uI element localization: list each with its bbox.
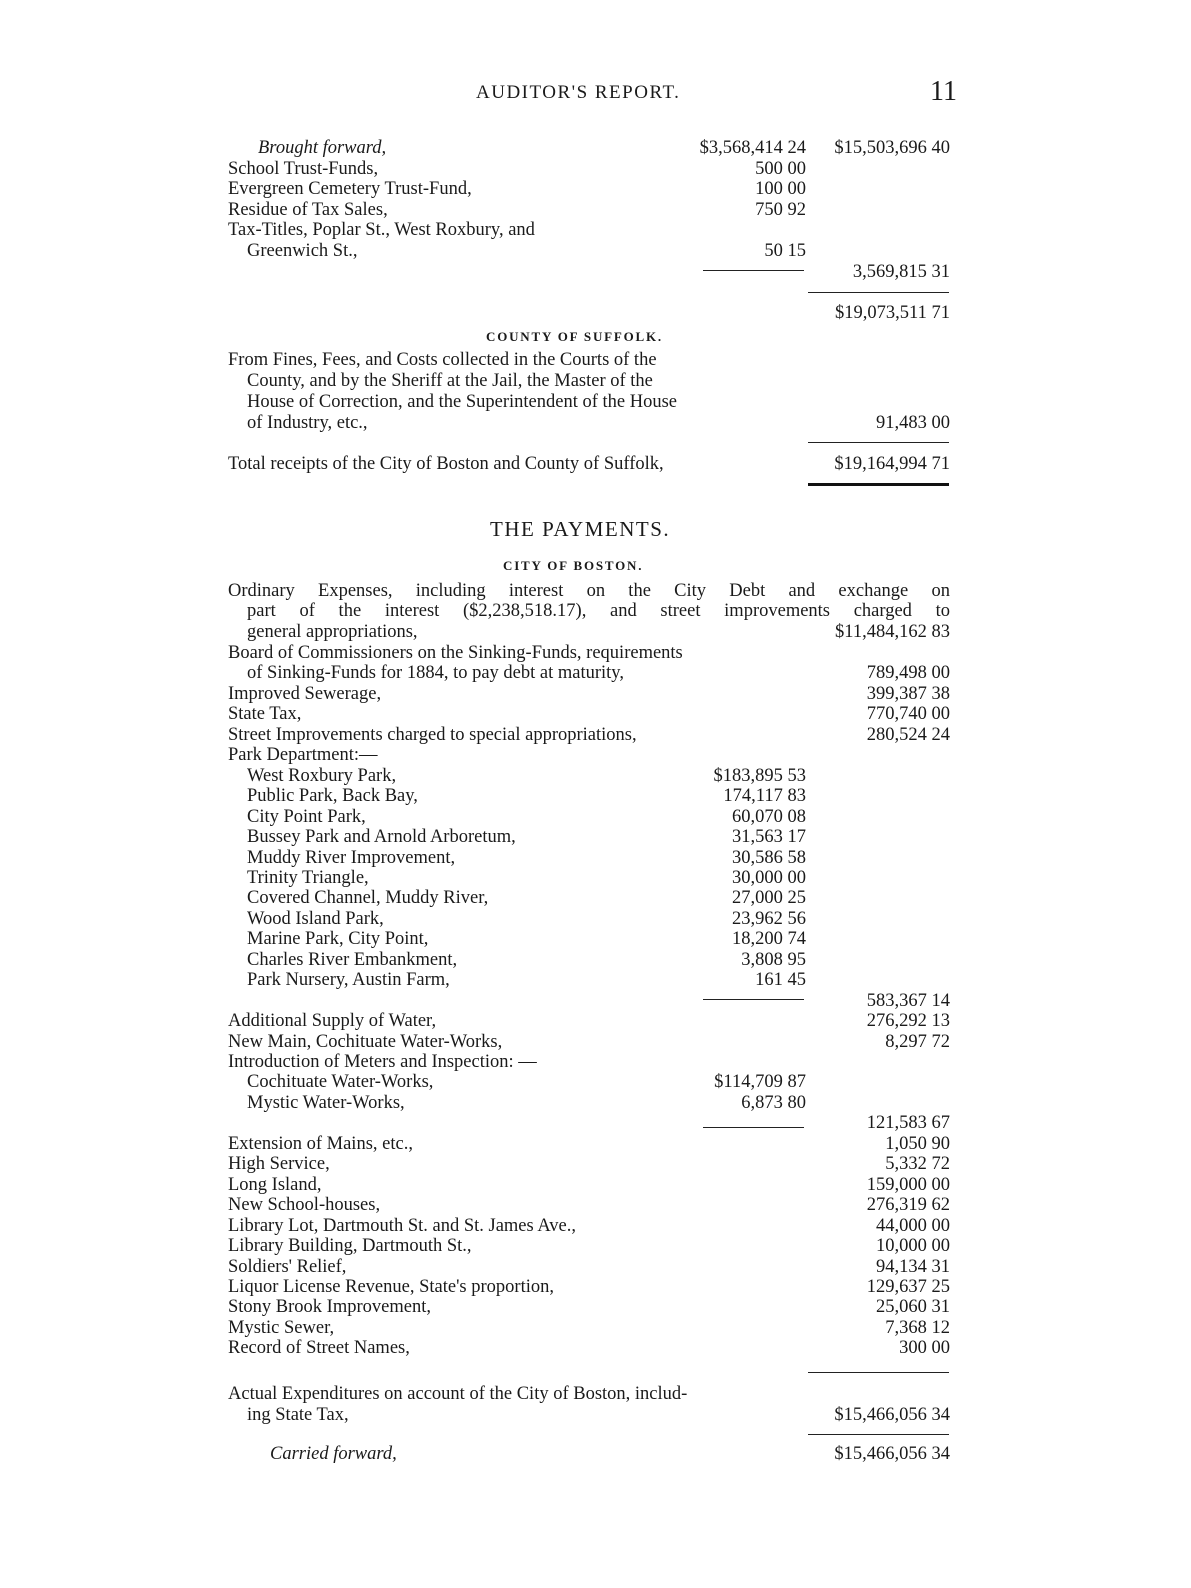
- detail-amount: 31,563 17: [732, 827, 806, 848]
- carried-forward-amount: $15,466,056 34: [834, 1444, 950, 1464]
- row-label: School Trust-Funds,: [228, 158, 379, 179]
- detail-amount: 750 92: [755, 199, 806, 220]
- total-rule: [808, 292, 949, 293]
- ledger-row: [228, 220, 950, 241]
- detail-amount: 18,200 74: [732, 929, 806, 950]
- row-label: Trinity Triangle,: [247, 867, 369, 888]
- detail-amount: 30,000 00: [732, 867, 806, 888]
- row-label: Wood Island Park,: [247, 908, 384, 929]
- subtotal-rule: [703, 1127, 804, 1128]
- ledger-row: [228, 725, 950, 746]
- detail-amount: 50 15: [764, 241, 806, 261]
- ledger-row: [228, 1195, 950, 1216]
- total-amount: 25,060 31: [876, 1297, 950, 1318]
- row-label: Greenwich St.,: [247, 241, 358, 261]
- detail-amount: 100 00: [755, 179, 806, 200]
- row-label: Muddy River Improvement,: [247, 847, 456, 868]
- ledger-row: [228, 1338, 950, 1359]
- ledger-row: [228, 241, 950, 262]
- row-label: City Point Park,: [247, 806, 366, 827]
- ledger-row: [228, 1093, 950, 1114]
- city-heading: CITY OF BOSTON.: [503, 558, 644, 573]
- total-amount: 1,050 90: [885, 1133, 950, 1154]
- total-amount: 129,637 25: [866, 1276, 950, 1297]
- row-label: Liquor License Revenue, State's proportion,: [228, 1276, 554, 1297]
- ledger-row: [228, 1257, 950, 1278]
- ledger-row: [228, 848, 950, 869]
- ledger-row: [228, 704, 950, 725]
- county-line: House of Correction, and the Superintendent of the House: [247, 392, 678, 412]
- ordinary-line: general appropriations,: [247, 622, 418, 642]
- row-label: New School-houses,: [228, 1195, 381, 1216]
- total-rule: [808, 1434, 949, 1435]
- actual-line: Actual Expenditures on account of the City of Boston, includ-: [228, 1384, 688, 1404]
- detail-amount: $3,568,414 24: [699, 138, 806, 158]
- row-label: Park Nursery, Austin Farm,: [247, 970, 450, 991]
- ordinary-amount: $11,484,162 83: [835, 622, 950, 642]
- row-label: High Service,: [228, 1154, 330, 1175]
- ledger-row: [228, 1032, 950, 1053]
- carried-forward-row: [228, 1444, 950, 1465]
- county-line: From Fines, Fees, and Costs collected in the Courts of the: [228, 350, 657, 370]
- ledger-row: [228, 1052, 950, 1073]
- total-amount: 121,583 67: [866, 1113, 950, 1134]
- ledger-row: [228, 1134, 950, 1155]
- ledger-row: [228, 1236, 950, 1257]
- total-rule: [808, 1372, 949, 1373]
- ledger-row: [228, 1216, 950, 1237]
- total-amount: 44,000 00: [876, 1215, 950, 1236]
- section-title: THE PAYMENTS.: [490, 517, 671, 541]
- ledger-row: [228, 991, 950, 1012]
- detail-amount: 500 00: [755, 158, 806, 179]
- row-label: Record of Street Names,: [228, 1338, 410, 1359]
- ledger-row: [228, 179, 950, 200]
- ledger-row: [228, 1297, 950, 1318]
- row-label: Marine Park, City Point,: [247, 929, 429, 950]
- ledger-row: [228, 950, 950, 971]
- county-heading: COUNTY OF SUFFOLK.: [486, 329, 663, 344]
- total-amount: 789,498 00: [866, 663, 950, 684]
- total-amount: 276,292 13: [866, 1011, 950, 1032]
- ledger-row: [228, 1175, 950, 1196]
- carried-forward-label: Carried forward,: [270, 1444, 397, 1464]
- total-rule: [808, 442, 949, 443]
- total-amount: 8,297 72: [885, 1031, 950, 1052]
- ledger-row: [228, 303, 950, 324]
- ledger-row: [228, 1277, 950, 1298]
- county-line: County, and by the Sheriff at the Jail, the Master of the: [247, 371, 653, 391]
- ledger-row: [228, 684, 950, 705]
- detail-amount: 30,586 58: [732, 847, 806, 868]
- county-line: of Industry, etc.,: [247, 413, 368, 433]
- total-amount: $15,503,696 40: [834, 138, 950, 158]
- total-amount: 399,387 38: [866, 683, 950, 704]
- row-label: Park Department:—: [228, 745, 378, 766]
- row-label: Additional Supply of Water,: [228, 1011, 437, 1032]
- row-label: Improved Sewerage,: [228, 683, 382, 704]
- ordinary-line: part of the interest ($2,238,518.17), and street improvements charged to: [247, 601, 950, 621]
- row-label: Tax-Titles, Poplar St., West Roxbury, and: [228, 220, 535, 241]
- ledger-row: [228, 745, 950, 766]
- ledger-row: [228, 786, 950, 807]
- detail-amount: 3,808 95: [741, 949, 806, 970]
- total-amount: 7,368 12: [885, 1317, 950, 1338]
- ledger-row: [228, 766, 950, 787]
- detail-amount: 60,070 08: [732, 806, 806, 827]
- row-label: Library Lot, Dartmouth St. and St. James Ave.,: [228, 1215, 577, 1236]
- ledger-row: [228, 970, 950, 991]
- county-amount: 91,483 00: [876, 413, 950, 433]
- ledger-row: [228, 200, 950, 221]
- total-amount: 10,000 00: [876, 1236, 950, 1257]
- ledger-row: [228, 1011, 950, 1032]
- detail-amount: 23,962 56: [732, 908, 806, 929]
- ledger-row: [228, 159, 950, 180]
- row-label: Soldiers' Relief,: [228, 1256, 347, 1277]
- actual-amount: $15,466,056 34: [834, 1405, 950, 1425]
- total-amount: 300 00: [899, 1338, 950, 1359]
- row-label: Covered Channel, Muddy River,: [247, 888, 489, 909]
- row-label: Mystic Sewer,: [228, 1317, 335, 1338]
- row-label: Brought forward,: [258, 138, 387, 158]
- row-label: Street Improvements charged to special appropriations,: [228, 724, 637, 745]
- ledger-row: [228, 827, 950, 848]
- total-amount: $19,073,511 71: [835, 303, 950, 323]
- ledger-row: [228, 909, 950, 930]
- row-label: Introduction of Meters and Inspection: —: [228, 1052, 537, 1072]
- ledger-row: [228, 643, 950, 664]
- total-amount: 770,740 00: [866, 704, 950, 725]
- subtotal-rule: [703, 270, 804, 271]
- total-receipts-label: Total receipts of the City of Boston and County of Suffolk,: [228, 454, 664, 474]
- total-amount: 583,367 14: [866, 990, 950, 1011]
- detail-amount: $114,709 87: [714, 1072, 806, 1093]
- ledger-row: [228, 888, 950, 909]
- subtotal-rule: [703, 999, 804, 1000]
- row-label: West Roxbury Park,: [247, 765, 397, 786]
- detail-amount: 161 45: [755, 970, 806, 991]
- total-amount: 276,319 62: [866, 1195, 950, 1216]
- ledger-row: [228, 262, 950, 283]
- row-label: Bussey Park and Arnold Arboretum,: [247, 827, 516, 848]
- detail-amount: 174,117 83: [723, 786, 806, 807]
- total-amount: 3,569,815 31: [852, 262, 950, 282]
- row-label: Library Building, Dartmouth St.,: [228, 1236, 472, 1257]
- double-rule: [808, 483, 949, 486]
- row-label: Extension of Mains, etc.,: [228, 1133, 413, 1154]
- detail-amount: $183,895 53: [713, 765, 806, 786]
- total-amount: 280,524 24: [866, 724, 950, 745]
- row-label: Cochituate Water-Works,: [247, 1072, 434, 1093]
- row-label: State Tax,: [228, 704, 302, 725]
- row-label: Stony Brook Improvement,: [228, 1297, 431, 1318]
- ledger-row: [228, 1154, 950, 1175]
- row-label: Mystic Water-Works,: [247, 1092, 405, 1113]
- ledger-row: [228, 929, 950, 950]
- detail-amount: 6,873 80: [741, 1092, 806, 1113]
- row-label: Board of Commissioners on the Sinking-Funds, requirements: [228, 643, 683, 663]
- row-label: Public Park, Back Bay,: [247, 786, 418, 807]
- row-label: New Main, Cochituate Water-Works,: [228, 1031, 503, 1052]
- detail-amount: 27,000 25: [732, 888, 806, 909]
- total-amount: 159,000 00: [866, 1174, 950, 1195]
- row-label: Charles River Embankment,: [247, 949, 458, 970]
- row-label: Evergreen Cemetery Trust-Fund,: [228, 179, 472, 200]
- actual-line: ing State Tax,: [247, 1405, 349, 1425]
- page-number: 11: [930, 76, 957, 107]
- ledger-row: [228, 1318, 950, 1339]
- ledger-row: [228, 1072, 950, 1093]
- ledger-row: [228, 868, 950, 889]
- running-title: AUDITOR'S REPORT.: [476, 82, 681, 103]
- ledger-row: [228, 663, 950, 684]
- row-label: Long Island,: [228, 1174, 322, 1195]
- row-label: Residue of Tax Sales,: [228, 199, 388, 220]
- total-amount: 94,134 31: [876, 1256, 950, 1277]
- total-receipts-amount: $19,164,994 71: [834, 454, 950, 474]
- total-amount: 5,332 72: [885, 1154, 950, 1175]
- ordinary-line: Ordinary Expenses, including interest on the City Debt and exchange on: [228, 581, 950, 601]
- ledger-row: [228, 1113, 950, 1134]
- total-receipts-row: [228, 454, 950, 475]
- ledger-row: [228, 138, 950, 159]
- row-label: of Sinking-Funds for 1884, to pay debt at maturity,: [247, 663, 624, 684]
- ledger-row: [228, 807, 950, 828]
